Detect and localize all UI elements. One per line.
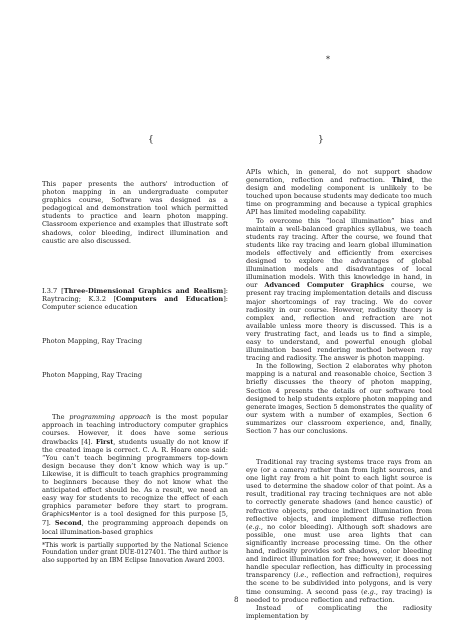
right-column-lower	[246, 458, 432, 620]
right-paragraph-4	[246, 458, 432, 604]
intro-b: is the most popular approach in teaching introductory computer graphics courses. However, it does have some serious drawbacks [4].	[42, 413, 228, 446]
right-paragraph-3: In the following, Section 2 elaborates why photon mapping is a natural and reasonable choice, Section 3 briefly discusses the theory of photon mapping, Section 4 presents the details of our software tool designed to help students explore photon mapping and generate images, Section 5 demonstrates the quality of our system with a number of examples, Section 6 summarizes our classroom experience, and, finally, Section 7 has our conclusions.	[246, 362, 432, 435]
intro-italic: programming approach	[69, 413, 151, 422]
right-p4-b: , no color bleeding). Although soft shadows are possible, one must use area lights that can significantly increase processing time. On the other hand, radiosity provides soft shadows, color bleeding and indirect illumination for free; however, it does not handle specular reflection, has difficulty in processing transparency (	[246, 522, 432, 580]
right-paragraph-5: Instead of complicating the radiosity implementation by	[246, 603, 432, 620]
categories-mid: ]: Raytracing; K.3.2 [	[42, 286, 228, 303]
categories-end: ]: Computer science education	[42, 294, 228, 311]
right-column	[246, 168, 432, 435]
right-p4-c: , reflection and refraction), requires the scene to be subdivided into polygons, and is very time consuming. A second pass (	[246, 571, 432, 596]
title-star-mark: *	[326, 55, 330, 64]
page-number: 8	[234, 596, 239, 604]
keywords-text: Photon Mapping, Ray Tracing	[42, 371, 143, 380]
categories-bold-1: Three-Dimensional Graphics and Realism	[63, 286, 224, 295]
intro-first: First	[95, 437, 114, 446]
right-p4-d: , ray tracing) is needed to produce reflection and refraction.	[246, 587, 432, 604]
intro-a: The	[52, 413, 70, 422]
right-p1-a: APIs which, in general, do not support shadow generation, reflection and refraction.	[246, 168, 432, 185]
brace-left-mark: {	[148, 135, 154, 145]
general-terms-text: Photon Mapping, Ray Tracing	[42, 337, 143, 346]
intro-second: Second	[54, 519, 82, 528]
right-p1-b: , the design and modeling component is unlikely to be touched upon because students may dedicate too much time on programming and because a typical graphics API has limited modeling capability.	[246, 176, 432, 217]
intro-c: , students usually do not know if the created image is correct. C. A. R. Hoare once said: “You can’t teach beginning programmers top-down design because they don’t know which way is up.” Likewise, it is difficult to teach graphics programming to beginners because they do not know what the anticipated effect should be. As a result, we need an easy way for students to recognize the effect of each graphics parameter before they start to program.	[42, 437, 228, 511]
right-p4-ie: i.e.	[296, 571, 307, 580]
footnote-text: *This work is partially supported by the National Science Foundation under grant DUE-0127401. The third author is also supported by an IBM Eclipse Innovation Award 2003.	[42, 542, 228, 564]
intro-e: , the programming approach depends on local illumination-based graphics	[42, 519, 228, 536]
left-column	[42, 180, 228, 536]
right-paragraph-1	[246, 168, 432, 217]
right-p4-eg1: e.g.	[248, 522, 261, 531]
abstract-text: This paper presents the authors' introduction of photon mapping in an undergraduate computer graphics course, Software was designed as a pedagogical and demonstration tool which permitted students to practice and learn photon mapping. Classroom experience and examples that illustrate soft shadows, color bleeding, indirect illumination and caustic are also discussed.	[42, 180, 228, 245]
right-p2-b: course, we present ray tracing implementation details and discuss major shortcomings of ray tracing. We do cover radiosity in our course. However, radiosity theory is complex and, reflection and refraction are not available unless more theory is discussed. This is a very frustrating fact, and leads us to find a simple, easy to understand, and powerful enough global illumination based rendering method between ray tracing and radiosity. The answer is photon mapping.	[246, 281, 433, 363]
intro-paragraph	[42, 413, 228, 535]
right-p4-a: Traditional ray tracing systems trace rays from an eye (or a camera) rather than from light sources, and one light ray from a hit point to each light source is used to determine the shadow color of that point. As a result, traditional ray tracing techniques are not able to correctly generate shadows (and hence caustic) of refractive objects, produce indirect illumination from reflective objects, and implement diffuse reflection (	[246, 458, 432, 531]
right-paragraph-2	[246, 217, 432, 363]
intro-tool-name: GraphicsMentor	[42, 511, 92, 519]
right-p1-third: Third	[391, 176, 413, 185]
right-p2-course: Advanced Computer Graphics	[264, 281, 384, 290]
categories-text	[42, 287, 228, 311]
categories-code: I.3.7 [	[42, 286, 64, 295]
right-p4-eg2: e.g.	[363, 587, 376, 596]
footnote-rule	[42, 538, 102, 539]
intro-d: is a tool designed for this purpose [5, 7].	[42, 510, 228, 528]
right-p2-a: To overcome this “local illumination” bias and maintain a well-balanced graphics syllabus, we teach students ray tracing. After the course, we found that students like ray tracing and learn global illumination models effectively and efficiently from exercises designed to explore the advantages of global illumination models and disadvantages of local illumination models. With this knowledge in hand, in our	[246, 216, 432, 290]
categories-bold-2: Computers and Education	[116, 294, 224, 303]
brace-right-mark: }	[318, 135, 324, 145]
